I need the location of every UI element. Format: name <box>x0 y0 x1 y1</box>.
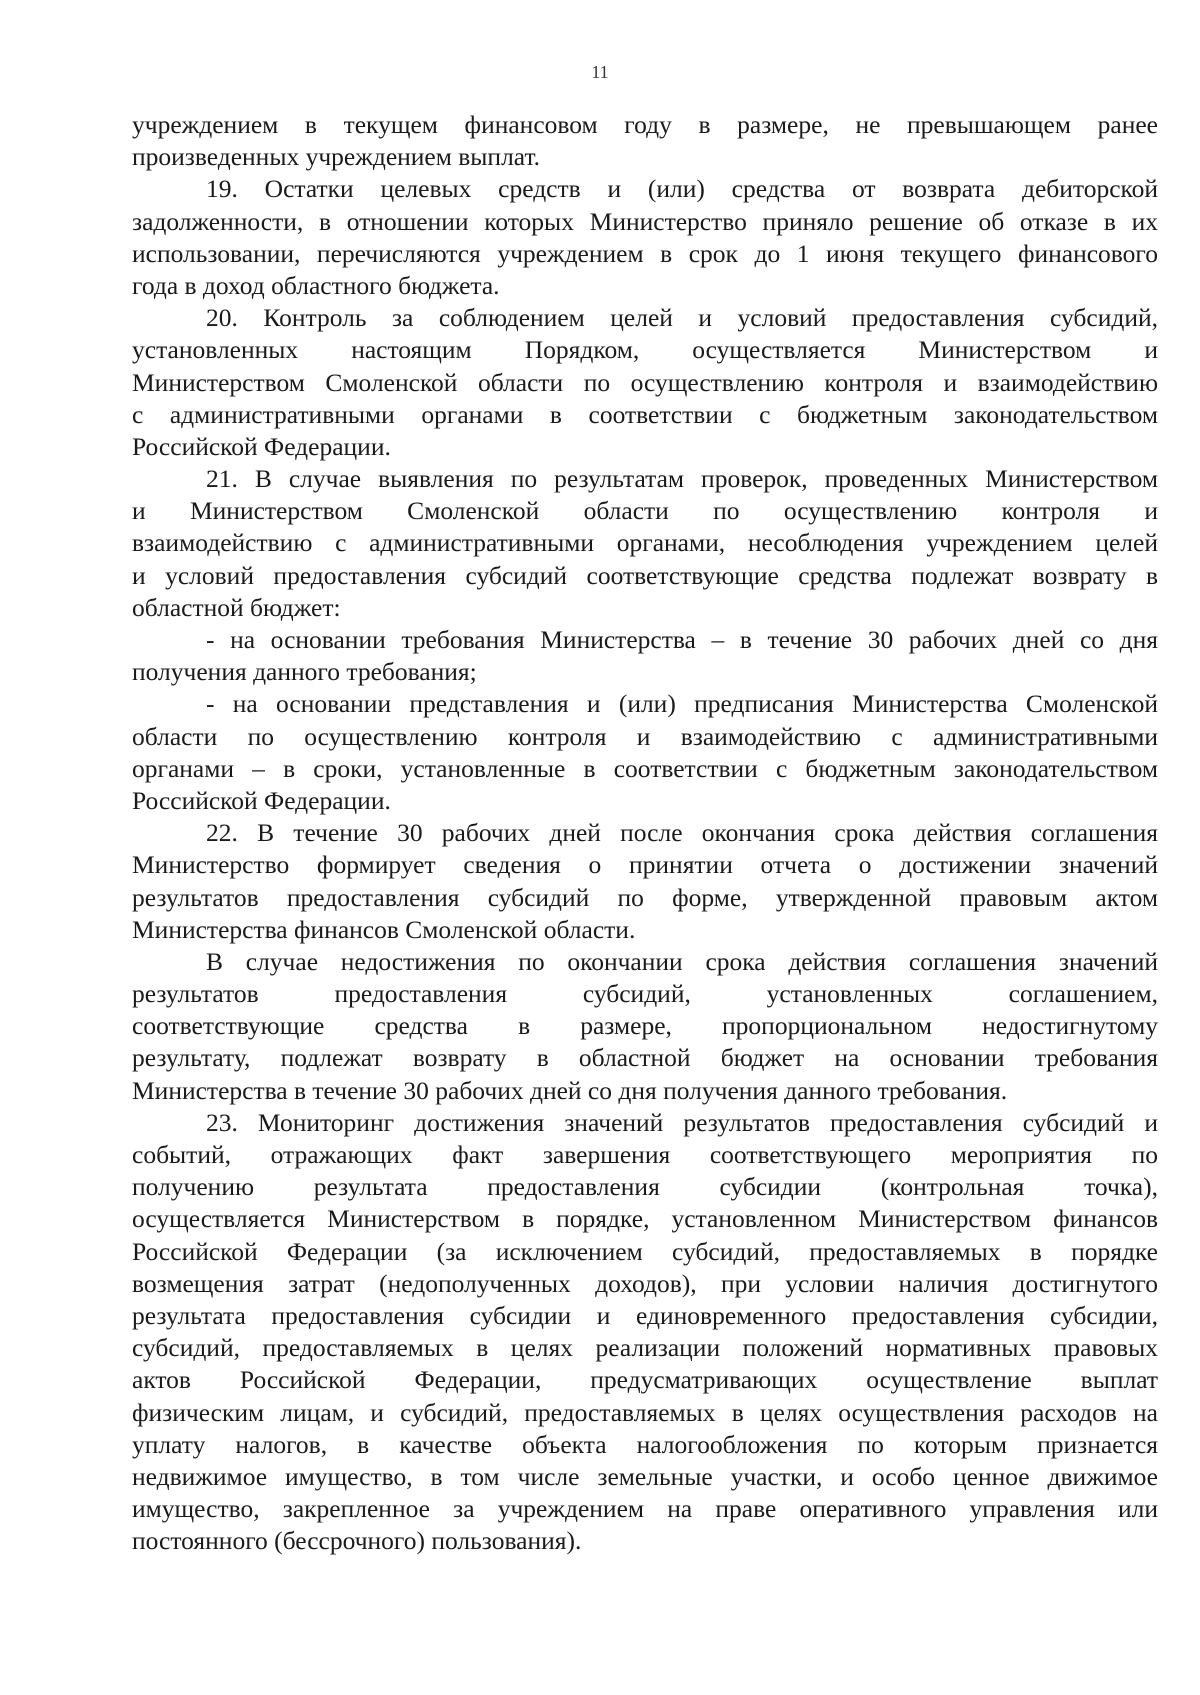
text-line: 22. В течение 30 рабочих дней после окончания срока действия соглашения <box>206 818 1158 848</box>
text-line: Министерства финансов Смоленской области. <box>132 914 636 944</box>
text-line: - на основании требования Министерства – в течение 30 рабочих дней со дня <box>206 625 1158 654</box>
page-number: 11 <box>591 62 609 82</box>
text-line: областной бюджет: <box>132 592 341 622</box>
text-line: результатов предоставления субсидий по форме, утвержденной правовым актом <box>132 882 1158 912</box>
text-line: области по осуществлению контроля и взаимодействию с административными <box>132 721 1158 751</box>
text-line: Министерством Смоленской области по осуществлению контроля и взаимодействию <box>132 367 1158 397</box>
text-line: субсидий, предоставляемых в целях реализации положений нормативных правовых <box>132 1333 1158 1363</box>
text-line: 21. В случае выявления по результатам проверок, проведенных Министерством <box>206 464 1158 494</box>
text-line: 23. Мониторинг достижения значений результатов предоставления субсидий и <box>206 1107 1158 1137</box>
text-line: получения данного требования; <box>132 657 477 687</box>
text-line: осуществляется Министерством в порядке, установленном Министерством финансов <box>132 1204 1158 1234</box>
text-line: учреждением в текущем финансовом году в размере, не превышающем ранее <box>132 110 1158 139</box>
text-line: Российской Федерации (за исключением субсидий, предоставляемых в порядке <box>132 1236 1158 1266</box>
text-line: 20. Контроль за соблюдением целей и условий предоставления субсидий, <box>206 303 1158 333</box>
text-line: произведенных учреждением выплат. <box>132 142 541 172</box>
text-line: и Министерством Смоленской области по осуществлению контроля и <box>132 496 1158 526</box>
text-line: с административными органами в соответствии с бюджетным законодательством <box>132 399 1158 429</box>
text-line: возмещения затрат (недополученных доходов), при условии наличия достигнутого <box>132 1268 1158 1298</box>
text-line: событий, отражающих факт завершения соответствующего мероприятия по <box>132 1140 1158 1169</box>
text-line: года в доход областного бюджета. <box>132 270 500 300</box>
text-line: Российской Федерации. <box>132 431 391 461</box>
text-line: и условий предоставления субсидий соответствующие средства подлежат возврату в <box>132 560 1158 590</box>
text-line: соответствующие средства в размере, пропорциональном недостигнутому <box>132 1011 1158 1041</box>
text-line: задолженности, в отношении которых Министерство приняло решение об отказе в их <box>132 206 1158 236</box>
text-line: имущество, закрепленное за учреждением на праве оперативного управления или <box>132 1494 1158 1524</box>
text-line: Российской Федерации. <box>132 785 391 815</box>
text-line: актов Российской Федерации, предусматривающих осуществление выплат <box>132 1365 1158 1395</box>
document-body <box>132 109 1158 1557</box>
text-line: - на основании представления и (или) предписания Министерства Смоленской <box>206 689 1158 719</box>
text-line: получению результата предоставления субсидии (контрольная точка), <box>132 1172 1158 1202</box>
text-line: уплату налогов, в качестве объекта налогообложения по которым признается <box>132 1429 1158 1459</box>
text-line: установленных настоящим Порядком, осуществляется Министерством и <box>132 335 1158 365</box>
text-line: постоянного (бессрочного) пользования). <box>132 1526 582 1556</box>
text-line: результатов предоставления субсидий, установленных соглашением, <box>132 979 1158 1009</box>
text-line: органами – в сроки, установленные в соответствии с бюджетным законодательством <box>132 753 1158 783</box>
text-line: результата предоставления субсидии и единовременного предоставления субсидии, <box>132 1300 1158 1330</box>
text-line: Министерства в течение 30 рабочих дней со дня получения данного требования. <box>132 1075 1008 1105</box>
text-line: недвижимое имущество, в том числе земельные участки, и особо ценное движимое <box>132 1461 1158 1491</box>
text-line: взаимодействию с административными органами, несоблюдения учреждением целей <box>132 528 1158 558</box>
text-line: использовании, перечисляются учреждением в срок до 1 июня текущего финансового <box>132 238 1158 268</box>
text-line: 19. Остатки целевых средств и (или) средства от возврата дебиторской <box>206 174 1158 204</box>
text-line: результату, подлежат возврату в областной бюджет на основании требования <box>132 1043 1158 1073</box>
text-line: физическим лицам, и субсидий, предоставляемых в целях осуществления расходов на <box>132 1397 1158 1427</box>
text-line: Министерство формирует сведения о принятии отчета о достижении значений <box>132 850 1158 880</box>
text-line: В случае недостижения по окончании срока действия соглашения значений <box>206 946 1158 976</box>
